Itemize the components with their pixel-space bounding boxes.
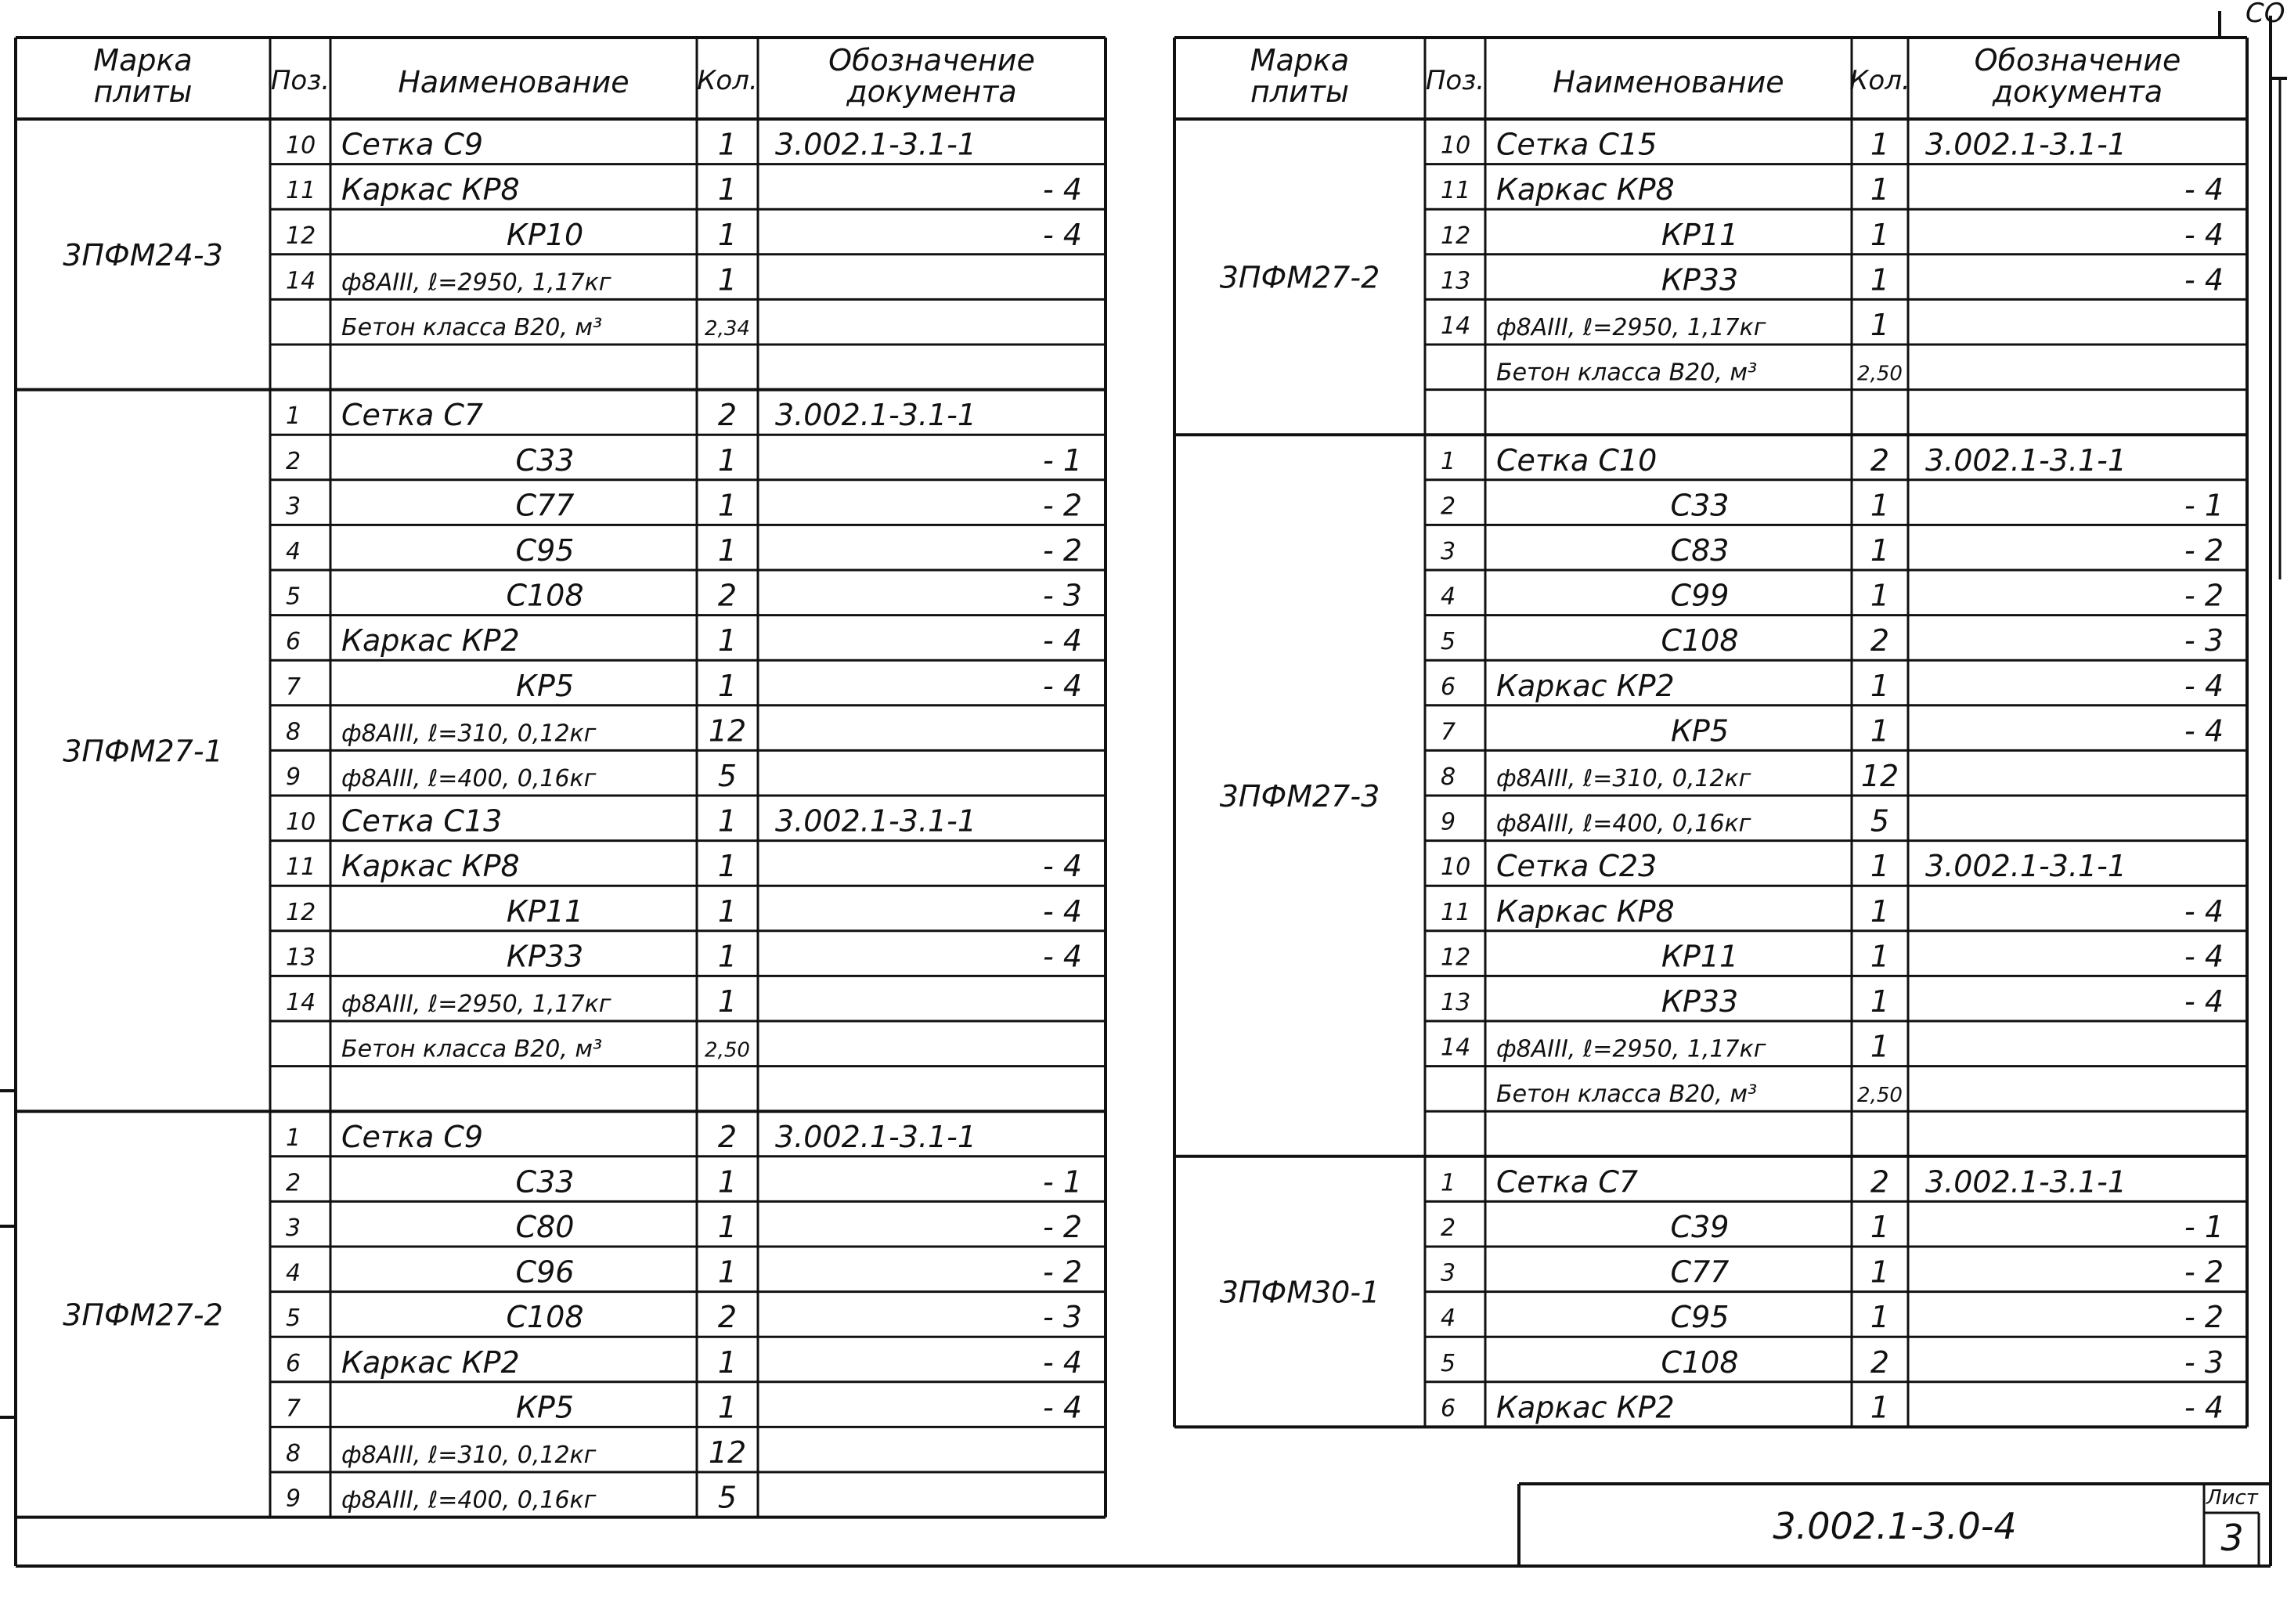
cell-name: Каркас КР8 bbox=[1496, 893, 1675, 929]
cell-doc: 3.002.1-3.1-1 bbox=[1925, 127, 2127, 162]
cell-doc: - 4 bbox=[2184, 217, 2224, 252]
cell-name: Сетка С7 bbox=[1496, 1164, 1639, 1200]
plate-mark: 3ПФМ27-2 bbox=[1219, 260, 1380, 295]
cell-doc: - 4 bbox=[1043, 668, 1082, 703]
cell-qty: 2 bbox=[717, 1119, 738, 1154]
cell-name: С99 bbox=[1670, 578, 1730, 613]
cell-name: ф8АIII, ℓ=2950, 1,17кг bbox=[341, 269, 611, 297]
cell-qty: 5 bbox=[717, 759, 738, 793]
cell-name: С108 bbox=[1661, 1344, 1739, 1380]
cell-name: С77 bbox=[515, 488, 575, 523]
cell-pos: 7 bbox=[286, 1395, 301, 1423]
cell-name: ф8АIII, ℓ=400, 0,16кг bbox=[1496, 810, 1751, 838]
cell-pos: 12 bbox=[1441, 944, 1471, 972]
cell-qty: 1 bbox=[717, 172, 738, 208]
plate-mark: 3ПФМ30-1 bbox=[1219, 1275, 1380, 1310]
cell-doc: - 3 bbox=[2184, 623, 2224, 659]
cell-name: КР5 bbox=[515, 668, 575, 703]
cell-name: КР33 bbox=[1661, 984, 1739, 1019]
cell-qty: 1 bbox=[717, 1344, 738, 1380]
cell-pos: 5 bbox=[1441, 628, 1456, 656]
cell-pos: 7 bbox=[286, 673, 301, 701]
cell-qty: 1 bbox=[1870, 217, 1890, 252]
cell-name: Каркас КР2 bbox=[1496, 668, 1675, 703]
cell-pos: 9 bbox=[286, 1485, 301, 1513]
cell-qty: 1 bbox=[717, 1210, 738, 1244]
cell-qty: 1 bbox=[717, 849, 738, 884]
cell-doc: - 2 bbox=[2184, 1254, 2224, 1290]
cell-doc: - 4 bbox=[1043, 217, 1082, 252]
cell-name: КР11 bbox=[1661, 217, 1739, 252]
cell-doc: - 3 bbox=[1043, 1300, 1082, 1335]
cell-doc: 3.002.1-3.1-1 bbox=[1925, 1164, 2127, 1200]
cell-name: С33 bbox=[515, 442, 575, 478]
header-mark-line1: Марка bbox=[1250, 43, 1350, 78]
cell-qty: 2 bbox=[1870, 623, 1890, 659]
cell-name: С77 bbox=[1670, 1254, 1730, 1290]
cell-name: Бетон класса В20, м³ bbox=[341, 1035, 603, 1063]
cell-name: ф8АIII, ℓ=310, 0,12кг bbox=[1496, 765, 1751, 792]
cell-pos: 13 bbox=[1441, 989, 1471, 1016]
cell-name: С33 bbox=[1670, 488, 1730, 523]
cell-qty: 1 bbox=[1870, 1254, 1890, 1290]
cell-pos: 12 bbox=[286, 898, 316, 926]
cell-qty: 1 bbox=[717, 803, 738, 839]
cell-pos: 11 bbox=[1441, 177, 1471, 205]
cell-doc: - 4 bbox=[1043, 893, 1082, 929]
cell-qty: 12 bbox=[1860, 759, 1899, 793]
cell-doc: - 2 bbox=[1043, 1254, 1082, 1290]
cell-doc: - 1 bbox=[2184, 488, 2224, 523]
cell-name: Каркас КР2 bbox=[1496, 1390, 1675, 1425]
cell-qty: 12 bbox=[708, 1435, 747, 1470]
cell-qty: 1 bbox=[1870, 1390, 1890, 1425]
cell-pos: 14 bbox=[1441, 1034, 1471, 1062]
cell-name: КР5 bbox=[1670, 713, 1730, 749]
cell-qty: 1 bbox=[717, 262, 738, 298]
plate-mark: 3ПФМ27-2 bbox=[63, 1297, 223, 1333]
cell-doc: - 4 bbox=[2184, 939, 2224, 974]
cell-pos: 1 bbox=[1441, 1169, 1456, 1197]
cell-name: КР5 bbox=[515, 1390, 575, 1425]
sheet-number: 3 bbox=[2220, 1517, 2244, 1559]
plate-mark: 3ПФМ27-1 bbox=[63, 734, 223, 769]
cell-pos: 7 bbox=[1441, 718, 1456, 746]
cell-pos: 8 bbox=[286, 1440, 301, 1467]
cell-qty: 1 bbox=[717, 668, 738, 703]
cell-pos: 13 bbox=[286, 944, 316, 972]
cell-name: Каркас КР2 bbox=[341, 623, 520, 659]
cell-pos: 4 bbox=[286, 538, 301, 565]
cell-name: ф8АIII, ℓ=2950, 1,17кг bbox=[1496, 1035, 1766, 1063]
cell-pos: 2 bbox=[1441, 493, 1456, 521]
cell-pos: 6 bbox=[286, 1349, 301, 1377]
cell-pos: 11 bbox=[286, 854, 316, 882]
cell-qty: 2,50 bbox=[705, 1038, 750, 1063]
cell-qty: 2 bbox=[717, 1300, 738, 1335]
cell-name: Каркас КР2 bbox=[341, 1344, 520, 1380]
cell-doc: - 4 bbox=[2184, 984, 2224, 1019]
cell-name: С108 bbox=[1661, 623, 1739, 659]
cell-qty: 1 bbox=[717, 1390, 738, 1425]
header-pos: Поз. bbox=[1425, 65, 1485, 96]
cell-pos: 6 bbox=[1441, 673, 1456, 701]
cell-name: С96 bbox=[515, 1254, 575, 1290]
cell-name: ф8АIII, ℓ=310, 0,12кг bbox=[341, 1442, 597, 1469]
cell-qty: 1 bbox=[717, 1254, 738, 1290]
header-mark-line1: Марка bbox=[93, 43, 193, 78]
header-doc-line2: документа bbox=[1992, 74, 2163, 109]
header-pos: Поз. bbox=[270, 65, 330, 96]
cell-name: Бетон класса В20, м³ bbox=[341, 314, 603, 341]
cell-name: С108 bbox=[506, 578, 584, 613]
cell-name: С108 bbox=[506, 1300, 584, 1335]
cell-qty: 1 bbox=[1870, 893, 1890, 929]
cell-pos: 11 bbox=[1441, 898, 1471, 926]
cell-pos: 4 bbox=[286, 1259, 301, 1287]
cell-qty: 1 bbox=[1870, 939, 1890, 974]
cell-pos: 10 bbox=[1441, 854, 1471, 882]
table-text bbox=[63, 43, 2224, 1515]
cell-qty: 12 bbox=[708, 713, 747, 749]
cell-name: С95 bbox=[515, 533, 575, 568]
cell-qty: 1 bbox=[717, 623, 738, 659]
cell-qty: 1 bbox=[717, 1164, 738, 1200]
cell-name: Сетка С9 bbox=[341, 1119, 484, 1154]
header-doc-line1: Обозначение bbox=[1974, 43, 2181, 78]
cell-name: ф8АIII, ℓ=400, 0,16кг bbox=[341, 1486, 597, 1514]
cell-qty: 1 bbox=[1870, 262, 1890, 298]
cell-qty: 2 bbox=[717, 578, 738, 613]
cell-qty: 1 bbox=[1870, 713, 1890, 749]
cell-qty: 1 bbox=[1870, 533, 1890, 568]
cell-pos: 10 bbox=[286, 808, 316, 836]
sheet-label: Лист bbox=[2206, 1486, 2258, 1510]
cell-doc: - 1 bbox=[1043, 1164, 1082, 1200]
document-code: 3.002.1-3.0-4 bbox=[1773, 1505, 2017, 1547]
cell-doc: - 4 bbox=[2184, 172, 2224, 208]
cell-name: С33 bbox=[515, 1164, 575, 1200]
cell-qty: 2,50 bbox=[1857, 1084, 1903, 1108]
cell-name: ф8АIII, ℓ=400, 0,16кг bbox=[341, 765, 597, 792]
cell-pos: 6 bbox=[1441, 1395, 1456, 1423]
cell-doc: - 4 bbox=[1043, 849, 1082, 884]
cell-name: С39 bbox=[1670, 1210, 1730, 1244]
header-name: Наименование bbox=[1553, 65, 1784, 99]
cell-doc: - 3 bbox=[2184, 1344, 2224, 1380]
cell-doc: - 4 bbox=[2184, 262, 2224, 298]
cell-doc: 3.002.1-3.1-1 bbox=[1925, 849, 2127, 884]
cell-qty: 2,50 bbox=[1857, 362, 1903, 386]
cell-pos: 9 bbox=[286, 763, 301, 791]
cell-doc: - 4 bbox=[2184, 713, 2224, 749]
cell-doc: - 4 bbox=[1043, 1390, 1082, 1425]
cell-name: Сетка С7 bbox=[341, 398, 484, 433]
cell-qty: 1 bbox=[1870, 668, 1890, 703]
cell-qty: 1 bbox=[717, 488, 738, 523]
cell-name: КР33 bbox=[1661, 262, 1739, 298]
cell-qty: 1 bbox=[1870, 984, 1890, 1019]
corner-mark: CO bbox=[2246, 0, 2285, 29]
cell-pos: 3 bbox=[1441, 538, 1456, 565]
cell-pos: 1 bbox=[286, 402, 301, 431]
cell-name: Каркас КР8 bbox=[341, 849, 520, 884]
header-name: Наименование bbox=[398, 65, 629, 99]
cell-pos: 2 bbox=[1441, 1214, 1456, 1242]
cell-qty: 1 bbox=[717, 893, 738, 929]
cell-name: Бетон класса В20, м³ bbox=[1496, 1081, 1758, 1109]
plate-mark: 3ПФМ24-3 bbox=[63, 237, 223, 272]
cell-doc: - 2 bbox=[2184, 578, 2224, 613]
cell-name: КР11 bbox=[1661, 939, 1739, 974]
cell-doc: 3.002.1-3.1-1 bbox=[1925, 442, 2127, 478]
cell-doc: - 4 bbox=[1043, 1344, 1082, 1380]
cell-name: КР11 bbox=[506, 893, 584, 929]
cell-qty: 1 bbox=[1870, 1300, 1890, 1335]
cell-pos: 1 bbox=[1441, 447, 1456, 475]
cell-pos: 6 bbox=[286, 628, 301, 656]
header-qty: Кол. bbox=[697, 65, 758, 96]
cell-name: КР10 bbox=[506, 217, 584, 252]
header-mark-line2: плиты bbox=[93, 74, 193, 109]
cell-pos: 14 bbox=[286, 267, 316, 295]
cell-doc: - 2 bbox=[1043, 1210, 1082, 1244]
cell-qty: 1 bbox=[717, 939, 738, 974]
cell-qty: 1 bbox=[717, 217, 738, 252]
cell-doc: - 3 bbox=[1043, 578, 1082, 613]
cell-name: Сетка С23 bbox=[1496, 849, 1658, 884]
cell-pos: 4 bbox=[1441, 583, 1456, 611]
cell-pos: 4 bbox=[1441, 1305, 1456, 1333]
cell-pos: 11 bbox=[286, 177, 316, 205]
cell-qty: 1 bbox=[1870, 127, 1890, 162]
cell-name: КР33 bbox=[506, 939, 584, 974]
cell-doc: - 4 bbox=[2184, 668, 2224, 703]
cell-qty: 1 bbox=[717, 127, 738, 162]
cell-name: Сетка С13 bbox=[341, 803, 503, 839]
cell-doc: 3.002.1-3.1-1 bbox=[775, 1119, 977, 1154]
cell-name: Сетка С15 bbox=[1496, 127, 1658, 162]
cell-pos: 14 bbox=[286, 989, 316, 1016]
cell-name: С95 bbox=[1670, 1300, 1730, 1335]
cell-qty: 1 bbox=[1870, 1210, 1890, 1244]
cell-name: С80 bbox=[515, 1210, 575, 1244]
cell-name: Каркас КР8 bbox=[1496, 172, 1675, 208]
cell-doc: - 4 bbox=[1043, 623, 1082, 659]
cell-qty: 2 bbox=[717, 398, 738, 433]
cell-qty: 1 bbox=[717, 533, 738, 568]
cell-pos: 3 bbox=[286, 493, 301, 521]
cell-qty: 1 bbox=[717, 984, 738, 1019]
header-doc-line1: Обозначение bbox=[828, 43, 1035, 78]
cell-doc: - 2 bbox=[2184, 1300, 2224, 1335]
cell-pos: 2 bbox=[286, 1169, 301, 1197]
cell-doc: - 4 bbox=[1043, 939, 1082, 974]
cell-qty: 1 bbox=[1870, 849, 1890, 884]
cell-pos: 14 bbox=[1441, 312, 1471, 340]
cell-name: Сетка С10 bbox=[1496, 442, 1658, 478]
cell-name: Каркас КР8 bbox=[341, 172, 520, 208]
header-qty: Кол. bbox=[1849, 65, 1910, 96]
cell-doc: 3.002.1-3.1-1 bbox=[775, 803, 977, 839]
cell-doc: 3.002.1-3.1-1 bbox=[775, 398, 977, 433]
cell-qty: 1 bbox=[1870, 578, 1890, 613]
cell-qty: 1 bbox=[1870, 488, 1890, 523]
cell-qty: 1 bbox=[717, 442, 738, 478]
cell-qty: 2,34 bbox=[705, 317, 750, 341]
cell-qty: 2 bbox=[1870, 1344, 1890, 1380]
cell-qty: 1 bbox=[1870, 172, 1890, 208]
cell-pos: 12 bbox=[286, 222, 316, 250]
cell-pos: 10 bbox=[286, 132, 316, 160]
cell-doc: - 4 bbox=[1043, 172, 1082, 208]
cell-pos: 12 bbox=[1441, 222, 1471, 250]
cell-pos: 13 bbox=[1441, 267, 1471, 295]
cell-doc: - 1 bbox=[1043, 442, 1082, 478]
cell-qty: 5 bbox=[1870, 803, 1890, 839]
plate-mark: 3ПФМ27-3 bbox=[1219, 779, 1380, 814]
cell-pos: 8 bbox=[286, 718, 301, 746]
cell-pos: 5 bbox=[286, 583, 301, 611]
cell-doc: - 1 bbox=[2184, 1210, 2224, 1244]
cell-pos: 10 bbox=[1441, 132, 1471, 160]
cell-doc: - 4 bbox=[2184, 893, 2224, 929]
cell-pos: 3 bbox=[286, 1214, 301, 1242]
cell-doc: - 2 bbox=[2184, 533, 2224, 568]
header-mark-line2: плиты bbox=[1250, 74, 1349, 109]
cell-qty: 2 bbox=[1870, 442, 1890, 478]
cell-qty: 1 bbox=[1870, 1029, 1890, 1064]
cell-qty: 2 bbox=[1870, 1164, 1890, 1200]
cell-doc: - 2 bbox=[1043, 488, 1082, 523]
header-doc-line2: документа bbox=[846, 74, 1017, 109]
cell-pos: 8 bbox=[1441, 763, 1456, 791]
cell-name: С83 bbox=[1670, 533, 1730, 568]
cell-doc: 3.002.1-3.1-1 bbox=[775, 127, 977, 162]
cell-pos: 9 bbox=[1441, 808, 1456, 836]
cell-name: Сетка С9 bbox=[341, 127, 484, 162]
cell-doc: - 4 bbox=[2184, 1390, 2224, 1425]
cell-pos: 5 bbox=[1441, 1349, 1456, 1377]
cell-doc: - 2 bbox=[1043, 533, 1082, 568]
cell-name: ф8АIII, ℓ=2950, 1,17кг bbox=[1496, 314, 1766, 341]
cell-qty: 1 bbox=[1870, 308, 1890, 342]
title-block bbox=[1773, 1486, 2258, 1559]
cell-name: ф8АIII, ℓ=310, 0,12кг bbox=[341, 720, 597, 748]
cell-name: ф8АIII, ℓ=2950, 1,17кг bbox=[341, 991, 611, 1018]
cell-pos: 1 bbox=[286, 1124, 301, 1152]
cell-pos: 5 bbox=[286, 1305, 301, 1333]
cell-pos: 3 bbox=[1441, 1259, 1456, 1287]
cell-qty: 5 bbox=[717, 1480, 738, 1515]
cell-name: Бетон класса В20, м³ bbox=[1496, 359, 1758, 387]
cell-pos: 2 bbox=[286, 447, 301, 475]
